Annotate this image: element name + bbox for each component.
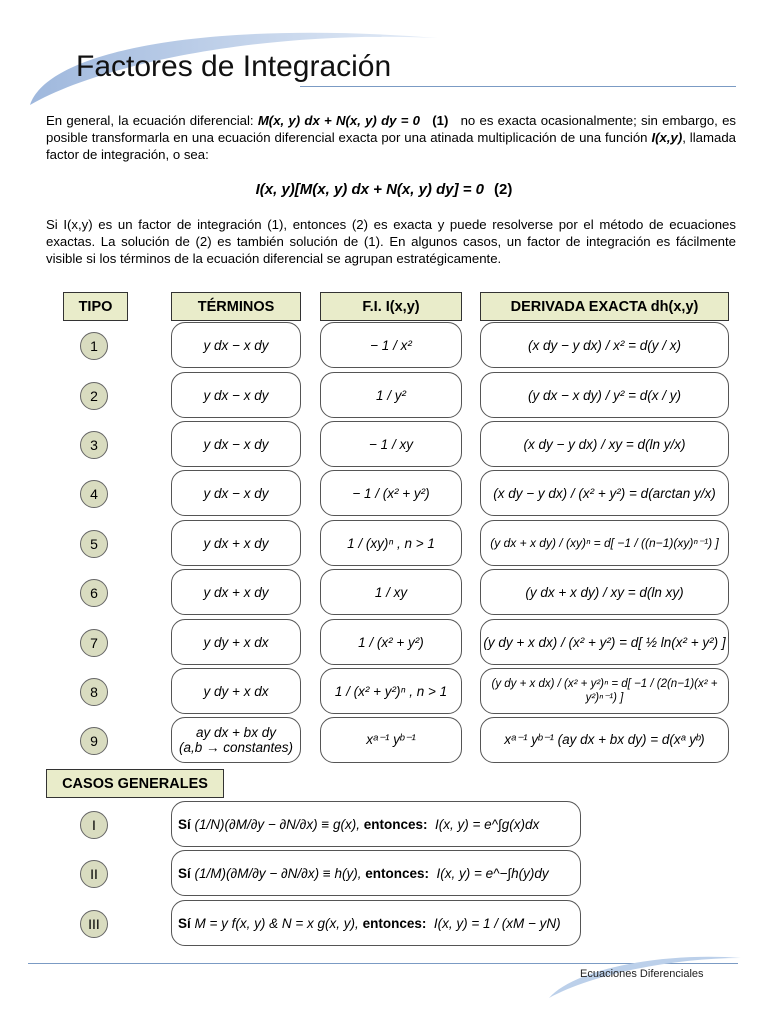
factor-cell: − 1 / x² bbox=[320, 322, 462, 368]
caso-formula: Sí M = y f(x, y) & N = x g(x, y), entonces: I(x, y) = 1 / (xM − yN) bbox=[171, 900, 581, 946]
terms-cell: y dx − x dy bbox=[171, 421, 301, 467]
row-number: 6 bbox=[80, 579, 108, 607]
terms-cell: ay dx + bx dy (a,b → constantes) bbox=[171, 717, 301, 763]
terms-cell: y dx + x dy bbox=[171, 520, 301, 566]
row-number: 2 bbox=[80, 382, 108, 410]
table-row bbox=[0, 470, 768, 516]
table-row bbox=[0, 668, 768, 714]
factor-cell: 1 / y² bbox=[320, 372, 462, 418]
derivative-cell: (y dx + x dy) / (xy)ⁿ = d[ −1 / ((n−1)(xy)ⁿ⁻¹) ] bbox=[480, 520, 729, 566]
caso-number: II bbox=[80, 860, 108, 888]
derivative-cell: (y dx − x dy) / y² = d(x / y) bbox=[480, 372, 729, 418]
table-row bbox=[0, 520, 768, 566]
derivative-cell: (y dy + x dx) / (x² + y²) = d[ ½ ln(x² + y²) ] bbox=[480, 619, 729, 665]
terms-cell: y dx − x dy bbox=[171, 322, 301, 368]
caso-number: III bbox=[80, 910, 108, 938]
factor-cell: − 1 / xy bbox=[320, 421, 462, 467]
main-equation: I(x, y)[M(x, y) dx + N(x, y) dy] = 0 (2) bbox=[255, 181, 513, 198]
row-number: 1 bbox=[80, 332, 108, 360]
caso-number: I bbox=[80, 811, 108, 839]
caso-row bbox=[0, 900, 768, 946]
table-row bbox=[0, 619, 768, 665]
header-tipo: TIPO bbox=[63, 292, 128, 321]
factor-cell: 1 / (x² + y²)ⁿ , n > 1 bbox=[320, 668, 462, 714]
terms-cell: y dx − x dy bbox=[171, 372, 301, 418]
row-number: 7 bbox=[80, 629, 108, 657]
header-fi: F.I. I(x,y) bbox=[320, 292, 462, 321]
footer-text: Ecuaciones Diferenciales bbox=[580, 968, 704, 980]
derivative-cell: (y dx + x dy) / xy = d(ln xy) bbox=[480, 569, 729, 615]
row-number: 9 bbox=[80, 727, 108, 755]
factor-cell: 1 / (x² + y²) bbox=[320, 619, 462, 665]
derivative-cell: (x dy − y dx) / x² = d(y / x) bbox=[480, 322, 729, 368]
table-row bbox=[0, 372, 768, 418]
table-row bbox=[0, 569, 768, 615]
terms-cell: y dy + x dx bbox=[171, 668, 301, 714]
intro-paragraph: En general, la ecuación diferencial: M(x, y) dx + N(x, y) dy = 0 (1) no es exacta ocasionalmente; sin embargo, es posible transformarla en una ecuación diferencial exacta por una atinada multiplicación de una función I(x,y), llamada factor de integración, o sea: bbox=[46, 113, 736, 162]
caso-row bbox=[0, 801, 768, 847]
title-divider bbox=[300, 86, 736, 87]
derivative-cell: (y dy + x dx) / (x² + y²)ⁿ = d[ −1 / (2(n−1)(x² + y²)ⁿ⁻¹) ] bbox=[480, 668, 729, 714]
row-number: 4 bbox=[80, 480, 108, 508]
table-row bbox=[0, 322, 768, 368]
table-row bbox=[0, 717, 768, 763]
second-paragraph: Si I(x,y) es un factor de integración (1), entonces (2) es exacta y puede resolverse por el método de ecuaciones exactas. La solución de (2) es también solución de (1). En algunos casos, un factor de integración es fácilmente visible si los términos de la ecuación diferencial se agrupan estratégicamente. bbox=[46, 217, 736, 266]
factor-cell: 1 / xy bbox=[320, 569, 462, 615]
header-derivada: DERIVADA EXACTA dh(x,y) bbox=[480, 292, 729, 321]
caso-formula: Sí (1/N)(∂M/∂y − ∂N/∂x) ≡ g(x), entonces: I(x, y) = e^∫g(x)dx bbox=[171, 801, 581, 847]
factor-cell: − 1 / (x² + y²) bbox=[320, 470, 462, 516]
derivative-cell: xᵃ⁻¹ yᵇ⁻¹ (ay dx + bx dy) = d(xᵃ yᵇ) bbox=[480, 717, 729, 763]
derivative-cell: (x dy − y dx) / (x² + y²) = d(arctan y/x) bbox=[480, 470, 729, 516]
caso-formula: Sí (1/M)(∂M/∂y − ∂N/∂x) ≡ h(y), entonces: I(x, y) = e^−∫h(y)dy bbox=[171, 850, 581, 896]
caso-row bbox=[0, 850, 768, 896]
derivative-cell: (x dy − y dx) / xy = d(ln y/x) bbox=[480, 421, 729, 467]
terms-cell: y dy + x dx bbox=[171, 619, 301, 665]
row-number: 3 bbox=[80, 431, 108, 459]
terms-cell: y dx − x dy bbox=[171, 470, 301, 516]
factor-cell: 1 / (xy)ⁿ , n > 1 bbox=[320, 520, 462, 566]
table-row bbox=[0, 421, 768, 467]
page-title: Factores de Integración bbox=[76, 50, 392, 83]
casos-generales-header: CASOS GENERALES bbox=[46, 769, 224, 798]
terms-cell: y dx + x dy bbox=[171, 569, 301, 615]
row-number: 8 bbox=[80, 678, 108, 706]
header-terminos: TÉRMINOS bbox=[171, 292, 301, 321]
factor-cell: xᵃ⁻¹ yᵇ⁻¹ bbox=[320, 717, 462, 763]
row-number: 5 bbox=[80, 530, 108, 558]
